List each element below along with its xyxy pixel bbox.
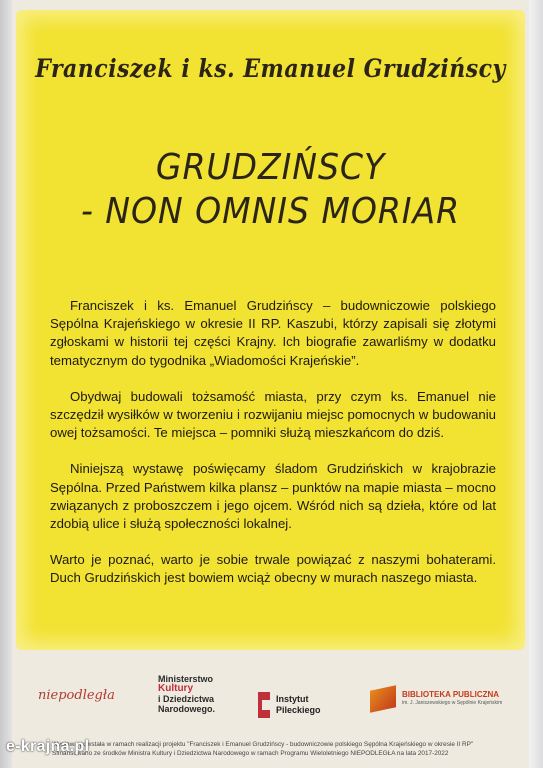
poster-title bbox=[36, 146, 504, 234]
site-watermark: e-krajna.pl bbox=[6, 738, 90, 755]
poster-subtitle: Franciszek i ks. Emanuel Grudzińscy bbox=[35, 54, 506, 84]
instytut-line2: Pileckiego bbox=[276, 705, 321, 715]
funding-footnote bbox=[52, 740, 522, 758]
sponsor-logos bbox=[12, 668, 529, 728]
ministry-line4: Narodowego. bbox=[158, 704, 216, 714]
ministry-logo bbox=[158, 674, 258, 724]
wall-left bbox=[0, 0, 12, 768]
footnote-line1: Wystawa powstała w ramach realizacji projektu "Franciszek i Emanuel Grudzińscy - budowniczowie polskiego Sępólna Krajeńskiego w okresie II RP" bbox=[52, 741, 474, 748]
ministry-line3: i Dziedzictwa bbox=[158, 694, 215, 704]
paragraph-1: Franciszek i ks. Emanuel Grudzińscy – budowniczowie polskiego Sępólna Krajeńskiego w okresie II RP. Kaszubi, którzy zapisali się złotymi zgłoskami w historii tej części Krajny. Ich biografie zawarliśmy w dodatku tematycznym do tygodnika „Wiadomości Krajeńskie”. bbox=[50, 298, 496, 368]
yellow-panel bbox=[16, 10, 525, 650]
niepodlegla-logo-text: niepodległa bbox=[38, 688, 115, 703]
biblioteka-logo bbox=[370, 674, 520, 724]
paragraph-3: Niniejszą wystawę poświęcamy śladom Grudzińskich w krajobrazie Sępólna. Przed Państwem kilka plansz – punktów na mapie miasta – mocno związanych z proboszczem i jego ojcem. Wśród nich są dzieła, które od lat zdobią ulice i służą społeczności lokalnej. bbox=[50, 461, 496, 532]
poster-title-line1: GRUDZIŃSCY bbox=[155, 147, 386, 188]
biblioteka-text bbox=[402, 690, 502, 708]
biblioteka-line1: BIBLIOTEKA PUBLICZNA bbox=[402, 690, 500, 699]
paragraph-2: Obydwaj budowali tożsamość miasta, przy czym ks. Emanuel nie szczędził wysiłków w tworzeniu i rozwijaniu miejsc pomocnych w budowaniu owej tożsamości. Te miejsca – pomniki służą mieszkańcom do dziś. bbox=[50, 388, 496, 441]
poster-body bbox=[50, 297, 496, 606]
book-icon bbox=[370, 685, 396, 713]
biblioteka-line2: im. J. Janiszewskiego w Sępólnie Krajeńskim bbox=[402, 700, 503, 706]
ministry-line2: Kultury bbox=[158, 683, 193, 694]
exhibition-poster bbox=[12, 0, 529, 768]
paragraph-4: Warto je poznać, warto je sobie trwale powiązać z naszymi bohaterami. Duch Grudzińskich jest bowiem wciąż obecny w murach naszego miasta. bbox=[50, 552, 496, 586]
wall-right bbox=[529, 0, 543, 768]
instytut-pileckiego-logo bbox=[258, 680, 348, 730]
instytut-text bbox=[276, 694, 321, 716]
instytut-line1: Instytut bbox=[276, 694, 309, 704]
niepodlegla-logo bbox=[38, 686, 138, 736]
footnote-line2: Sfinansowano ze środków Ministra Kultury i Dziedzictwa Narodowego w ramach Programu Wieloletniego NIEPODLEGŁA na lata 2017-2022 bbox=[52, 750, 449, 757]
instytut-mark-icon bbox=[258, 692, 270, 718]
poster-title-line2: - NON OMNIS MORIAR bbox=[80, 191, 461, 232]
ministry-line1: Ministerstwo bbox=[158, 674, 214, 684]
